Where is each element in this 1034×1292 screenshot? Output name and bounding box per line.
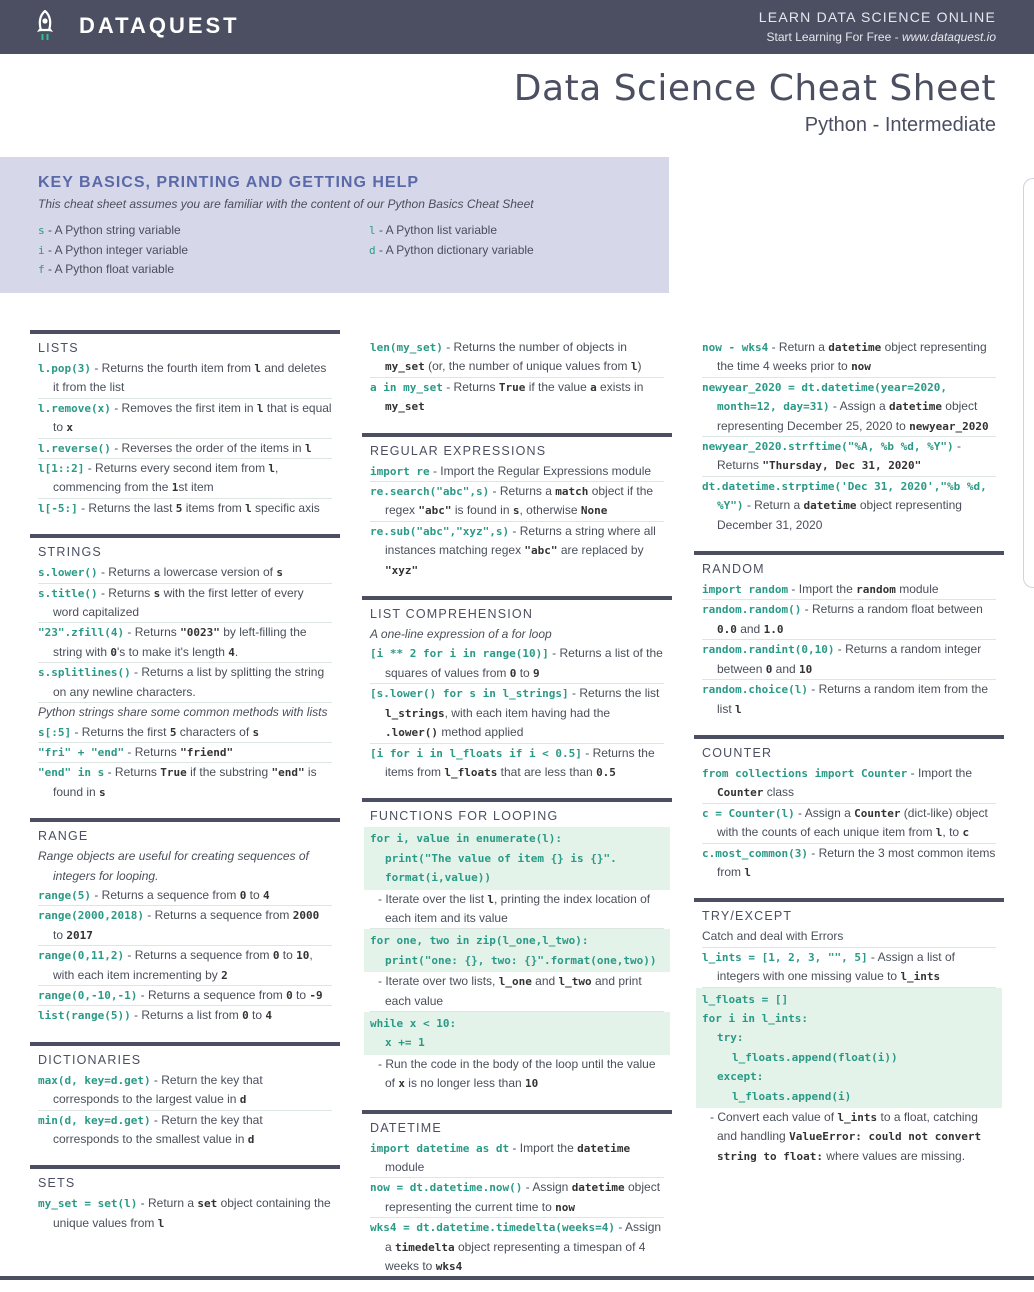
- section-title: TRY/EXCEPT: [702, 909, 793, 924]
- code-line: format(i,value)): [385, 871, 491, 885]
- key-basics-heading: KEY BASICS, PRINTING AND GETTING HELP: [38, 174, 420, 191]
- section-rows: [38, 847, 332, 1026]
- section-title: DATETIME: [370, 1120, 442, 1135]
- cheat-row: wks4 = dt.datetime.timedelta(weeks=4) - Assign a timedelta object representing a timespan of 4 weeks to wks4: [370, 1220, 662, 1274]
- cheat-row: dt.datetime.strptime('Dec 31, 2020',"%b %d, %Y") - Return a datetime object representing December 31, 2020: [702, 479, 987, 532]
- section-random: [694, 551, 1004, 725]
- cheat-row: range(2000,2018) - Returns a sequence from 2000 to 2017: [38, 906, 332, 946]
- section-regex: [362, 433, 672, 586]
- page-subtitle: Python - Intermediate: [804, 114, 996, 136]
- cheat-row: l.reverse() - Reverses the order of the items in l: [38, 439, 332, 459]
- site-header: [0, 0, 1034, 54]
- cheat-row: now - wks4 - Return a datetime object representing the time 4 weeks prior to now: [702, 338, 996, 378]
- section-title: STRINGS: [38, 545, 102, 560]
- section-datetime-continued: [694, 330, 1004, 541]
- code-line: for i, value in enumerate(l):: [370, 832, 563, 846]
- cheat-row: range(0,-10,-1) - Returns a sequence from 0 to -9: [38, 986, 332, 1006]
- cheat-row: import random - Import the random module: [702, 580, 996, 600]
- code-block: [364, 929, 670, 972]
- cheat-row: max(d, key=d.get) - Return the key that corresponds to the largest value in d: [38, 1071, 332, 1111]
- code-line: try:: [717, 1031, 744, 1045]
- brand-name[interactable]: DATAQUEST: [79, 13, 240, 38]
- section-lists: [30, 330, 340, 524]
- section-strings: [30, 534, 340, 808]
- column-3: [694, 330, 1004, 1182]
- section-title: DICTIONARIES: [38, 1052, 142, 1067]
- section-counter: [694, 735, 1004, 888]
- code-line: l_floats = []: [702, 992, 789, 1006]
- key-basics-intro: This cheat sheet assumes you are familiar with the content of our Python Basics Cheat Sheet: [38, 197, 534, 211]
- section-note: A one-line expression of a for loop: [370, 627, 552, 642]
- code-desc: - Run the code in the body of the loop until the value of x is no longer less than 10: [378, 1056, 656, 1091]
- section-title: REGULAR EXPRESSIONS: [370, 443, 547, 458]
- code-line: for one, two in zip(l_one,l_two):: [370, 934, 589, 948]
- cheat-row: re.sub("abc","xyz",s) - Returns a string where all instances matching regex "abc" are replaced by "xyz": [370, 523, 656, 577]
- section-rows: [702, 580, 996, 719]
- cheat-row: "fri" + "end" - Returns "friend": [38, 743, 332, 763]
- cheat-row: newyear_2020.strftime("%A, %b %d, %Y") - Returns "Thursday, Dec 31, 2020": [702, 437, 996, 477]
- cheat-row: l[1::2] - Returns every second item from l, commencing from the 1st item: [38, 459, 332, 499]
- cheat-row: re.search("abc",s) - Returns a match object if the regex "abc" is found in s, otherwise None: [370, 482, 664, 522]
- cheat-row: my_set = set(l) - Return a set object containing the unique values from l: [38, 1196, 331, 1230]
- section-note: Range objects are useful for creating sequences of integers for looping.: [38, 849, 309, 883]
- cheat-row: list(range(5)) - Returns a list from 0 to 4: [38, 1008, 273, 1023]
- code-block: [696, 988, 1002, 1108]
- section-sets-continued: [362, 330, 672, 423]
- section-rows: [38, 1071, 332, 1150]
- var-item: l - A Python list variable: [369, 223, 498, 237]
- column-2: [362, 330, 672, 1292]
- var-item: d - A Python dictionary variable: [369, 242, 534, 257]
- cheat-row: [i for i in l_floats if i < 0.5] - Returns the items from l_floats that are less than 0.5: [370, 745, 655, 779]
- section-datetime: [362, 1110, 672, 1283]
- cheat-row: c = Counter(l) - Assign a Counter (dict-like) object with the counts of each unique item from l, to c: [702, 804, 996, 844]
- cheat-row: random.random() - Returns a random float between 0.0 and 1.0: [702, 600, 996, 640]
- cheat-row: l.pop(3) - Returns the fourth item from l and deletes it from the list: [38, 359, 332, 399]
- section-rows: [38, 563, 332, 802]
- cheat-row: s[:5] - Returns the first 5 characters of s: [38, 723, 332, 743]
- section-title: COUNTER: [702, 745, 773, 760]
- cheat-row: "end" in s - Returns True if the substring "end" is found in s: [38, 765, 317, 799]
- side-tab-outline: [1023, 178, 1034, 588]
- try-intro: Catch and deal with Errors: [702, 927, 996, 947]
- code-line: except:: [717, 1070, 764, 1084]
- code-desc: - Convert each value of l_ints to a float, catching and handling ValueError: could not convert string to float: where values are missing.: [710, 1110, 982, 1163]
- section-title: LISTS: [38, 341, 79, 355]
- code-line: l_floats.append(float(i)): [732, 1050, 898, 1064]
- cheat-row: l[-5:] - Returns the last 5 items from l specific axis: [38, 500, 320, 515]
- section-list-comprehension: [362, 596, 672, 788]
- cheat-row: s.lower() - Returns a lowercase version of s: [38, 563, 332, 583]
- code-line: l_floats.append(i): [732, 1089, 852, 1103]
- cheat-row: s.splitlines() - Returns a list by splitting the string on any newline characters.: [38, 663, 332, 703]
- var-item: s - A Python string variable: [38, 223, 181, 237]
- var-item: i - A Python integer variable: [38, 242, 189, 257]
- section-rows: [370, 338, 664, 417]
- cheat-row: from collections import Counter - Import the Counter class: [702, 764, 996, 804]
- section-title: RANDOM: [702, 562, 765, 577]
- section-note: Python strings share some common methods with lists: [38, 705, 328, 720]
- code-desc: - Iterate over the list l, printing the index location of each item and its value: [370, 890, 664, 930]
- cheat-row: "23".zfill(4) - Returns "0023" by left-filling the string with 0's to make it's length 4.: [38, 623, 332, 663]
- section-looping: [362, 798, 672, 1099]
- key-basics-panel: [0, 157, 669, 293]
- var-item: f - A Python float variable: [38, 262, 175, 276]
- cheat-row: now = dt.datetime.now() - Assign datetime object representing the current time to now: [370, 1178, 664, 1218]
- try-row: l_ints = [1, 2, 3, "", 5] - Assign a list of integers with one missing value to l_ints: [702, 948, 996, 988]
- cheat-row: c.most_common(3) - Return the 3 most common items from l: [702, 845, 996, 879]
- cheat-row: range(0,11,2) - Returns a sequence from 0 to 10, with each item incrementing by 2: [38, 946, 332, 986]
- cheat-row: newyear_2020 = dt.datetime(year=2020, month=12, day=31) - Assign a datetime object representing December 25, 2020 to newyear_2020: [702, 378, 996, 437]
- section-title: RANGE: [38, 829, 89, 844]
- section-rows: [38, 1194, 332, 1233]
- page-title: Data Science Cheat Sheet: [513, 68, 996, 109]
- footer-bar: [0, 1276, 1034, 1280]
- cheat-row: min(d, key=d.get) - Return the key that corresponds to the smallest value in d: [38, 1112, 263, 1146]
- code-desc: - Iterate over two lists, l_one and l_two and print each value: [370, 972, 664, 1012]
- var-list-left: [38, 221, 188, 280]
- section-title: LIST COMPREHENSION: [370, 607, 534, 622]
- cheat-row: import datetime as dt - Import the datetime module: [370, 1139, 664, 1179]
- section-rows: [702, 338, 996, 535]
- column-1: [30, 330, 340, 1249]
- cheat-row: random.choice(l) - Returns a random item from the list l: [702, 682, 989, 716]
- section-range: [30, 818, 340, 1032]
- tagline-main: LEARN DATA SCIENCE ONLINE: [758, 9, 996, 25]
- site-url-link[interactable]: www.dataquest.io: [901, 30, 996, 44]
- code-line: print("The value of item {} is {}".: [385, 851, 617, 865]
- cheat-row: a in my_set - Returns True if the value a exists in my_set: [370, 379, 644, 414]
- cheat-row: len(my_set) - Returns the number of objects in my_set (or, the number of unique values from l): [370, 338, 664, 378]
- code-block: [364, 1012, 670, 1055]
- code-line: x += 1: [385, 1036, 425, 1050]
- cheat-row: random.randint(0,10) - Returns a random integer between 0 and 10: [702, 640, 996, 680]
- section-rows: [370, 1139, 664, 1277]
- section-rows: [370, 462, 664, 580]
- cheat-row: [i ** 2 for i in range(10)] - Returns a list of the squares of values from 0 to 9: [370, 644, 664, 684]
- section-rows: [702, 764, 996, 882]
- code-line: for i in l_ints:: [702, 1011, 808, 1025]
- var-list-right: [369, 221, 534, 260]
- cheat-row: range(5) - Returns a sequence from 0 to 4: [38, 886, 332, 906]
- section-sets: [30, 1165, 340, 1239]
- cheat-row: l.remove(x) - Removes the first item in l that is equal to x: [38, 399, 332, 439]
- section-rows: [370, 625, 664, 782]
- cheat-row: [s.lower() for s in l_strings] - Returns the list l_strings, with each item having had the .lower() method applied: [370, 684, 664, 743]
- code-line: while x < 10:: [370, 1016, 457, 1030]
- section-try-except: [694, 898, 1004, 1172]
- code-line: print("one: {}, two: {}".format(one,two)): [385, 953, 657, 967]
- section-rows: [38, 359, 332, 518]
- section-title: FUNCTIONS FOR LOOPING: [370, 809, 559, 824]
- section-dictionaries: [30, 1042, 340, 1156]
- cheat-row: import re - Import the Regular Expressions module: [370, 462, 664, 482]
- rocket-logo-icon[interactable]: [34, 10, 56, 42]
- cheat-row: s.title() - Returns s with the first letter of every word capitalized: [38, 584, 332, 624]
- tagline: [759, 8, 996, 46]
- code-block: [364, 827, 670, 889]
- tagline-sub: Start Learning For Free - www.dataquest.io: [766, 30, 996, 44]
- section-title: SETS: [38, 1176, 76, 1191]
